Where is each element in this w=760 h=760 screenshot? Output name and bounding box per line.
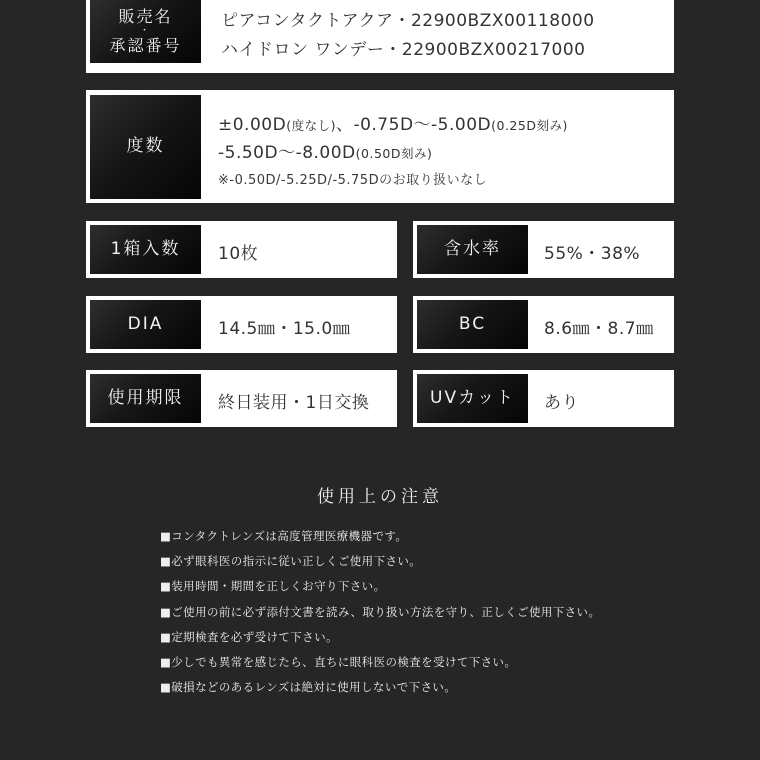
spec-label-bc-text: BC — [458, 313, 487, 334]
precaution-item: ■定期検査を必ず受けて下さい。 — [160, 629, 338, 644]
spec-label-quantity-text: 1箱入数 — [110, 238, 181, 259]
spec-label-bc — [417, 300, 528, 349]
spec-label-uv-cut-text: UVカット — [430, 387, 515, 408]
power-range-a: ±0.00D — [218, 115, 287, 135]
power-line1 — [218, 110, 568, 135]
spec-value-bc: 8.6㎜・8.7㎜ — [544, 319, 654, 339]
approval-label — [90, 0, 201, 63]
spec-card-bc — [413, 296, 674, 353]
power-card — [86, 90, 674, 203]
precautions-title: 使用上の注意 — [317, 487, 443, 507]
precautions-list — [160, 527, 600, 703]
spec-label-usage-period — [90, 374, 201, 423]
power-range-c: -5.50D〜-8.00D — [218, 143, 356, 163]
spec-label-dia — [90, 300, 201, 349]
approval-label-dot: ・ — [139, 26, 151, 36]
spec-label-water-content-text: 含水率 — [444, 238, 501, 259]
precaution-item: ■装用時間・期間を正しくお守り下さい。 — [160, 579, 386, 594]
power-label — [90, 95, 201, 199]
power-exclusion-note: ※-0.50D/-5.25D/-5.75Dのお取り扱いなし — [218, 173, 488, 188]
precaution-item: ■ご使用の前に必ず添付文書を読み、取り扱い方法を守り、正しくご使用下さい。 — [160, 604, 601, 619]
spec-card-quantity — [86, 221, 397, 278]
approval-card — [86, 0, 674, 73]
power-range-b-note: (0.25D刻み) — [491, 118, 568, 133]
power-label-text: 度数 — [126, 136, 165, 157]
spec-value-uv-cut: あり — [544, 393, 579, 413]
precaution-item: ■コンタクトレンズは高度管理医療機器です。 — [160, 529, 408, 543]
spec-card-usage-period — [86, 370, 397, 427]
approval-line2: ハイドロン ワンデー・22900BZX00217000 — [221, 40, 586, 60]
spec-value-quantity: 10枚 — [218, 244, 259, 264]
precaution-item: ■必ず眼科医の指示に従い正しくご使用下さい。 — [160, 554, 422, 569]
power-range-a-note: (度なし) — [286, 118, 336, 133]
spec-label-quantity — [90, 225, 201, 274]
spec-card-water-content — [413, 221, 674, 278]
spec-card-uv-cut — [413, 370, 674, 427]
spec-label-usage-period-text: 使用期限 — [107, 387, 184, 408]
power-line2 — [218, 138, 432, 163]
spec-card-dia — [86, 296, 397, 353]
precaution-item: ■少しでも異常を感じたら、直ちに眼科医の検査を受けて下さい。 — [160, 654, 517, 669]
power-range-b: 、-0.75D〜-5.00D — [335, 115, 492, 135]
spec-label-water-content — [417, 225, 528, 274]
approval-label-line1: 販売名 — [118, 7, 173, 26]
spec-value-water-content: 55%・38% — [544, 244, 641, 264]
spec-value-usage-period: 終日装用・1日交換 — [218, 393, 370, 413]
spec-label-dia-text: DIA — [127, 313, 164, 334]
precaution-item: ■破損などのあるレンズは絶対に使用しないで下さい。 — [160, 680, 457, 695]
approval-line1: ピアコンタクトアクア・22900BZX00118000 — [221, 11, 595, 31]
spec-value-dia: 14.5㎜・15.0㎜ — [218, 319, 351, 339]
approval-label-line2: 承認番号 — [109, 36, 182, 55]
power-range-c-note: (0.50D刻み) — [355, 146, 433, 161]
spec-label-uv-cut — [417, 374, 528, 423]
